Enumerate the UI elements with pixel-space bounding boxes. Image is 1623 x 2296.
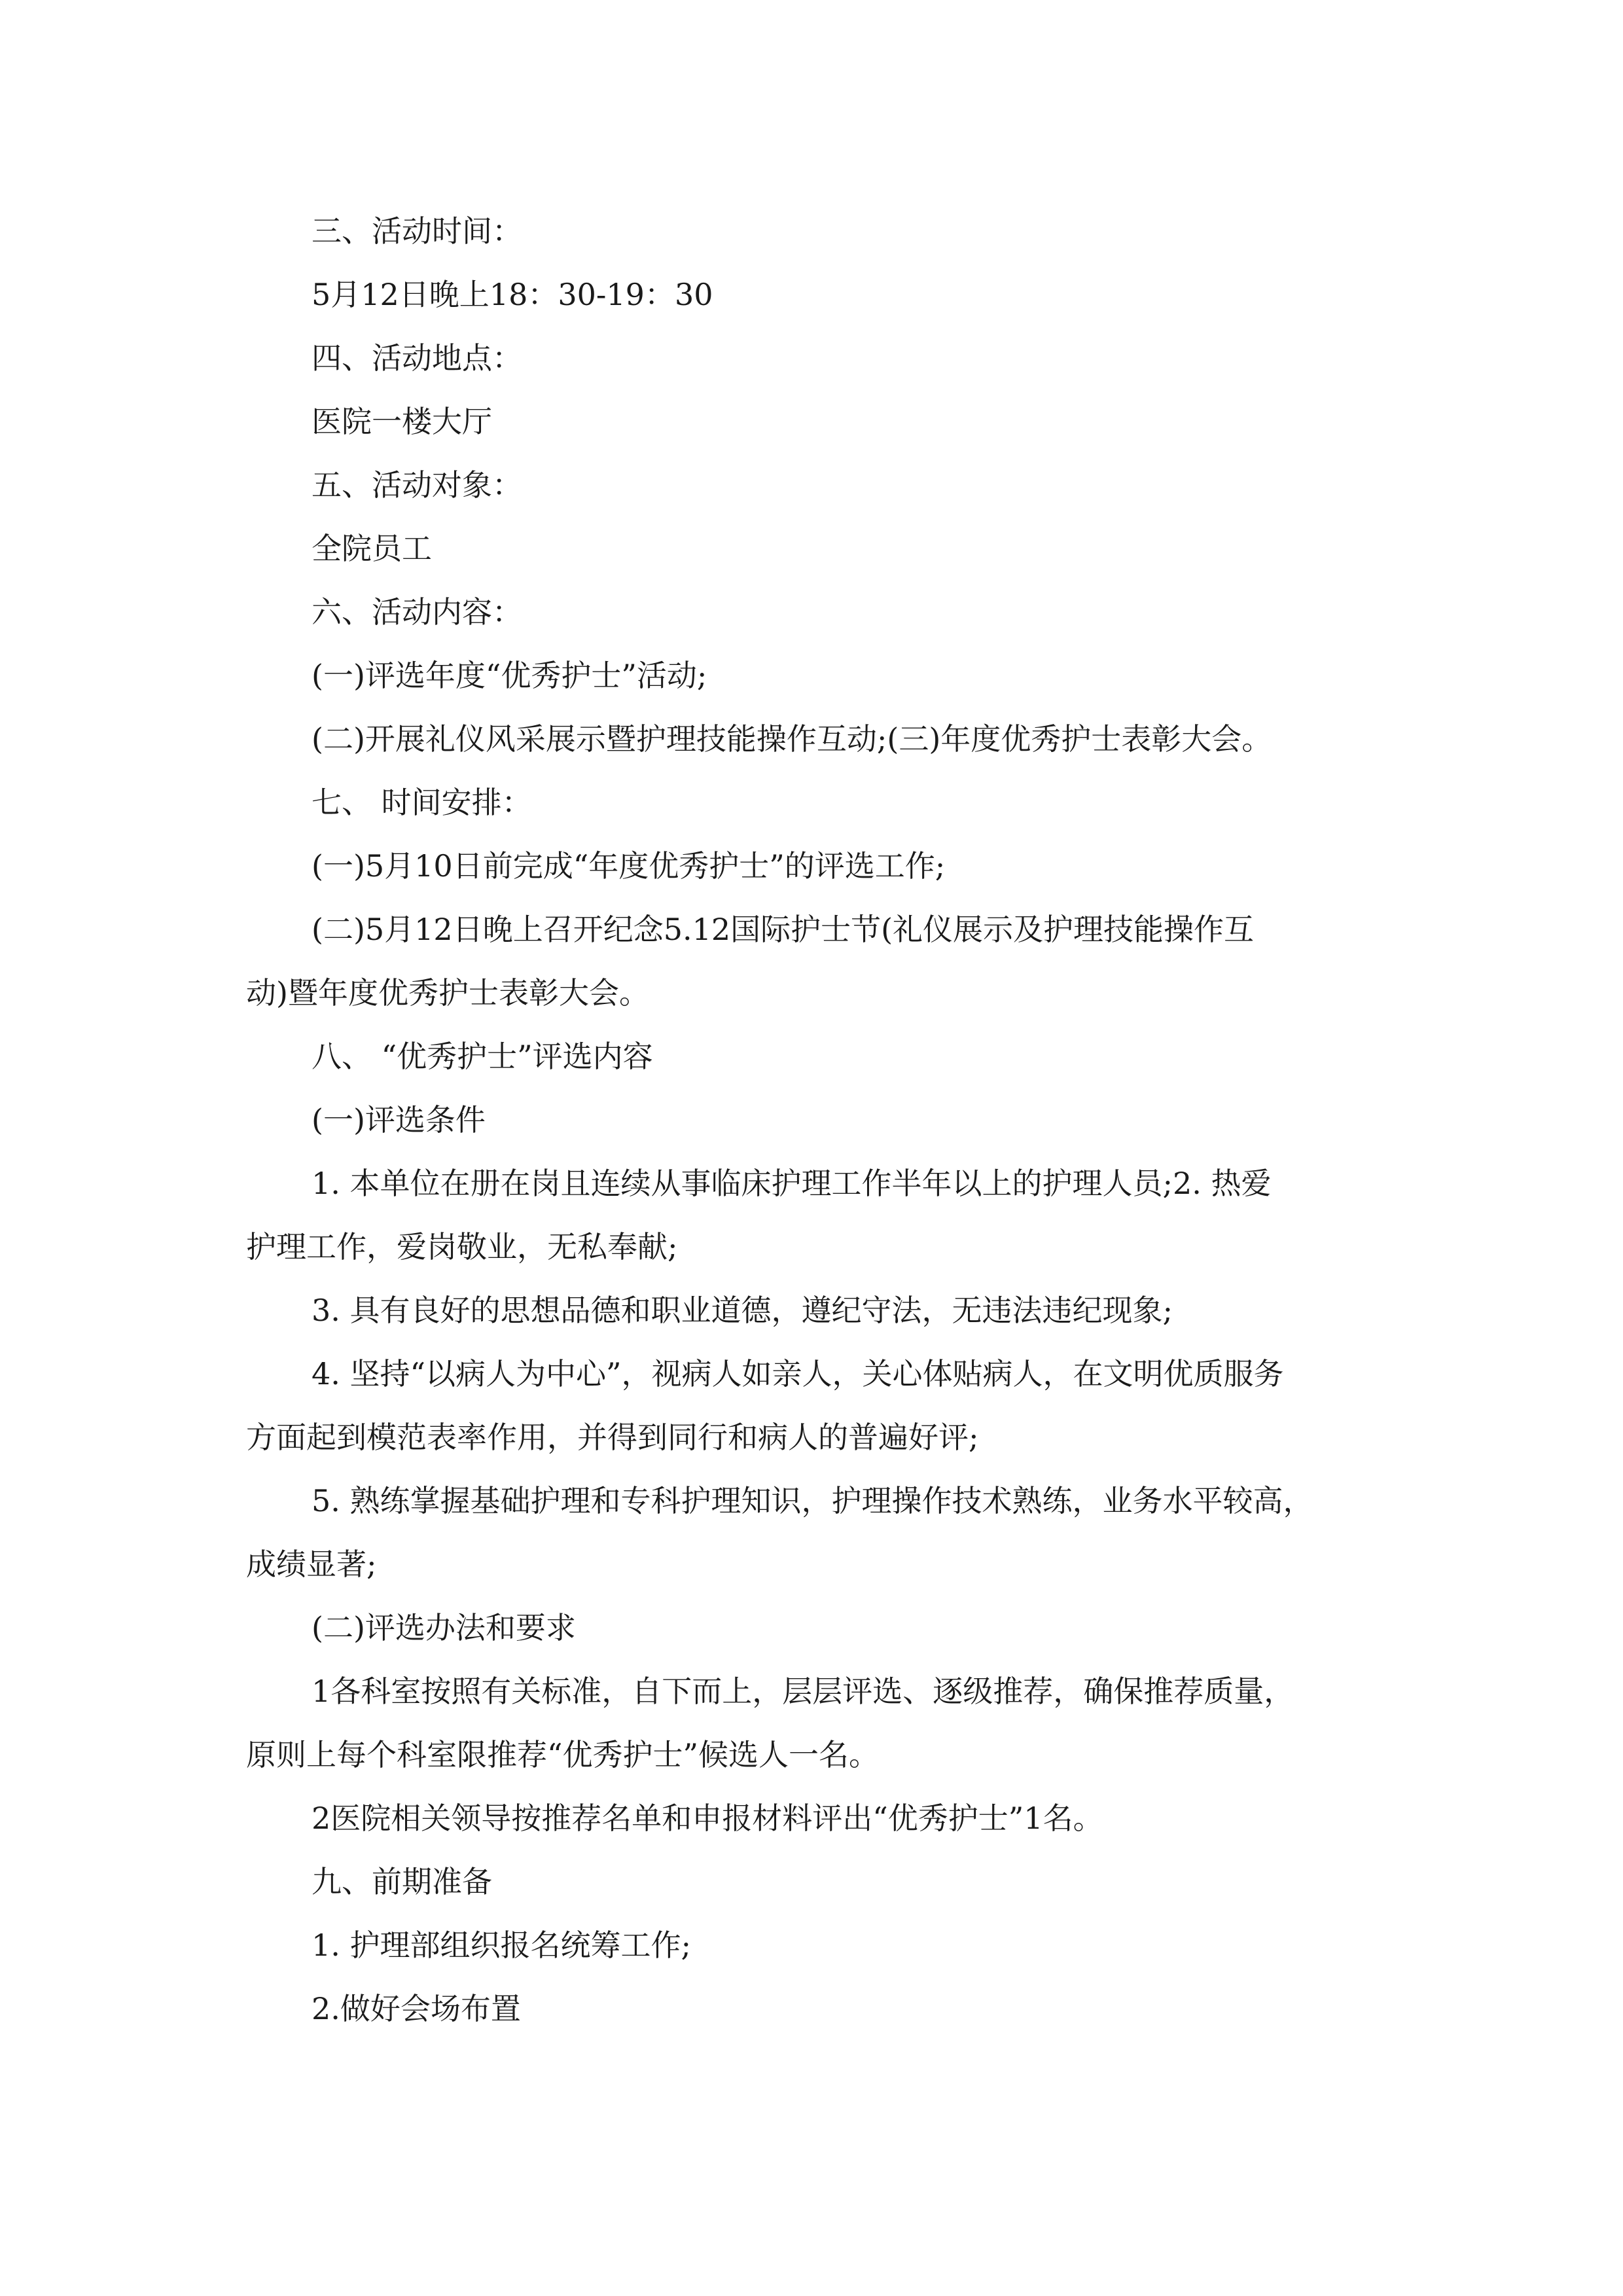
criteria-item: 4. 坚持“以病人为中心”，视病人如亲人，关心体贴病人，在文明优质服务 <box>312 1356 1284 1391</box>
subheading-criteria: (一)评选条件 <box>312 1102 486 1138</box>
activity-place-value: 医院一楼大厅 <box>312 404 492 439</box>
section-heading-activity-time: 三、活动时间： <box>312 213 522 249</box>
schedule-item: (一)5月10日前完成“年度优秀护士”的评选工作; <box>312 848 946 884</box>
criteria-item: 3. 具有良好的思想品德和职业道德，遵纪守法，无违法违纪现象; <box>312 1293 1173 1328</box>
schedule-item-continued: 动)暨年度优秀护士表彰大会。 <box>246 975 649 1011</box>
section-heading-selection: 八、 “优秀护士”评选内容 <box>312 1039 653 1074</box>
activity-time-value: 5月12日晚上18：30-19：30 <box>312 277 713 312</box>
criteria-item-continued: 成绩显著; <box>246 1547 377 1582</box>
method-item-continued: 原则上每个科室限推荐“优秀护士”候选人一名。 <box>246 1737 880 1772</box>
method-item: 1各科室按照有关标准，自下而上，层层评选、逐级推荐，确保推荐质量， <box>312 1674 1294 1709</box>
section-heading-preparation: 九、前期准备 <box>312 1864 492 1899</box>
section-heading-activity-content: 六、活动内容： <box>312 594 522 630</box>
preparation-item: 2.做好会场布置 <box>312 1991 521 2026</box>
criteria-item-continued: 方面起到模范表率作用，并得到同行和病人的普遍好评; <box>246 1420 979 1455</box>
method-item: 2医院相关领导按推荐名单和申报材料评出“优秀护士”1名。 <box>312 1801 1103 1836</box>
section-heading-schedule: 七、 时间安排： <box>312 785 532 820</box>
schedule-item: (二)5月12日晚上召开纪念5.12国际护士节(礼仪展示及护理技能操作互 <box>312 912 1255 947</box>
criteria-item: 5. 熟练掌握基础护理和专科护理知识，护理操作技术熟练，业务水平较高， <box>312 1483 1313 1518</box>
section-heading-activity-place: 四、活动地点： <box>312 340 522 376</box>
criteria-item-continued: 护理工作，爱岗敬业，无私奉献; <box>246 1229 678 1265</box>
subheading-method: (二)评选办法和要求 <box>312 1610 576 1645</box>
criteria-item: 1. 本单位在册在岗且连续从事临床护理工作半年以上的护理人员;2. 热爱 <box>312 1166 1272 1201</box>
content-item: (二)开展礼仪风采展示暨护理技能操作互动;(三)年度优秀护士表彰大会。 <box>312 721 1272 757</box>
activity-target-value: 全院员工 <box>312 531 432 566</box>
content-item: (一)评选年度“优秀护士”活动; <box>312 658 707 693</box>
section-heading-activity-target: 五、活动对象： <box>312 467 522 503</box>
preparation-item: 1. 护理部组织报名统筹工作; <box>312 1928 692 1963</box>
